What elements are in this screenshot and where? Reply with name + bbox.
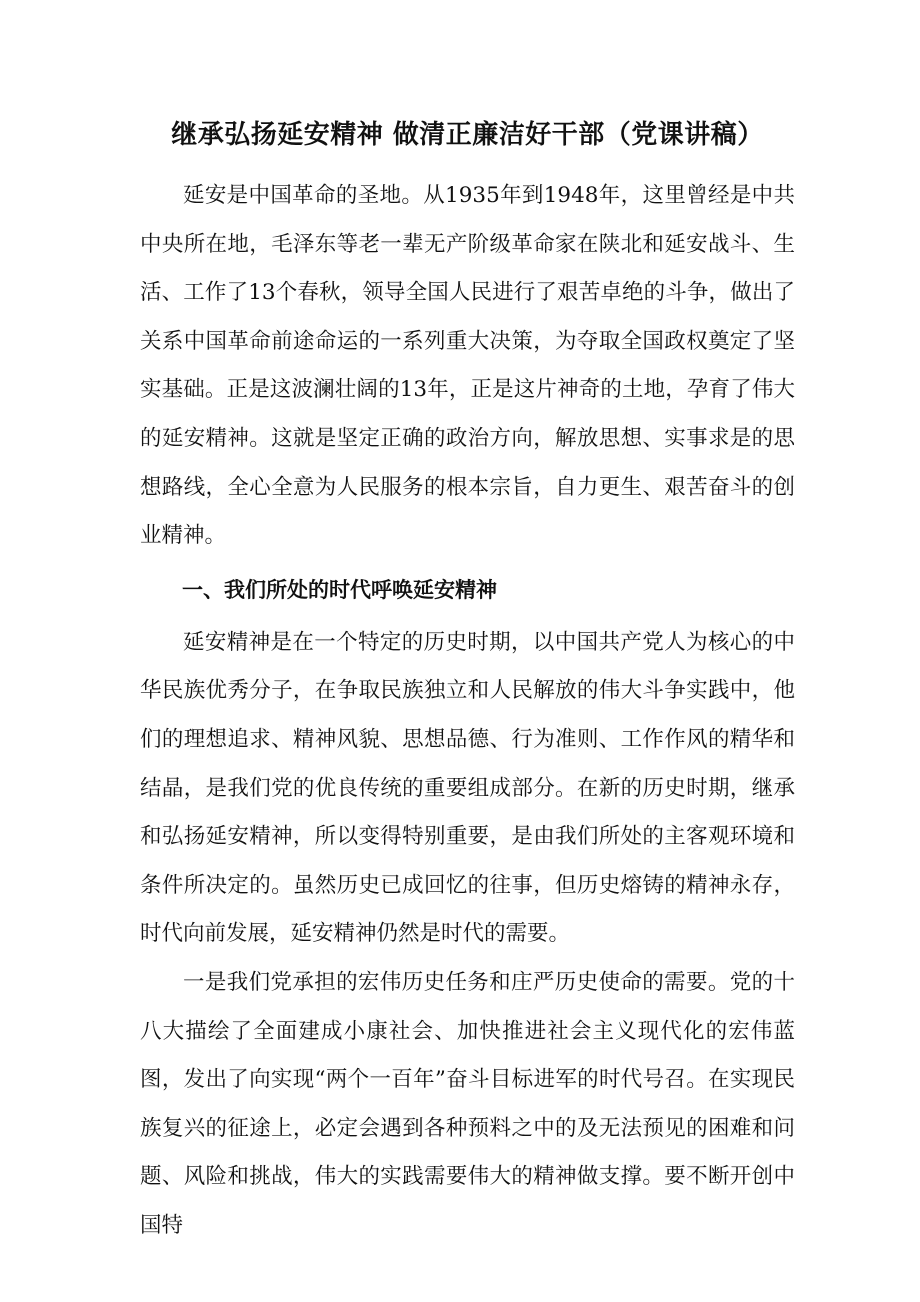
document-page — [140, 112, 795, 1250]
section-1-paragraph-1: 延安精神是在一个特定的历史时期，以中国共产党人为核心的中华民族优秀分子，在争取民族独立和人民解放的伟大斗争实践中，他们的理想追求、精神风貌、思想品德、行为准则、工作作风的精华和结晶，是我们党的优良传统的重要组成部分。在新的历史时期，继承和弘扬延安精神，所以变得特别重要，是由我们所处的主客观环境和条件所决定的。虽然历史已成回忆的往事，但历史熔铸的精神永存，时代向前发展，延安精神仍然是时代的需要。 — [140, 629, 795, 947]
section-heading-1: 一、我们所处的时代呼唤延安精神 — [182, 577, 497, 602]
section-1-paragraph-2: 一是我们党承担的宏伟历史任务和庄严历史使命的需要。党的十八大描绘了全面建成小康社会、加快推进社会主义现代化的宏伟蓝图，发出了向实现“两个一百年”奋斗目标进军的时代号召。在实现民族复兴的征途上，必定会遇到各种预料之中的及无法预见的困难和问题、风险和挑战，伟大的实践需要伟大的精神做支撑。要不断开创中国特 — [140, 969, 795, 1238]
document-title: 继承弘扬延安精神 做清正廉洁好干部（党课讲稿） — [171, 120, 764, 150]
intro-paragraph: 延安是中国革命的圣地。从1935年到1948年，这里曾经是中共中央所在地，毛泽东等老一辈无产阶级革命家在陕北和延安战斗、生活、工作了13个春秋，领导全国人民进行了艰苦卓绝的斗争，做出了关系中国革命前途命运的一系列重大决策，为夺取全国政权奠定了坚实基础。正是这波澜壮阔的13年，正是这片神奇的土地，孕育了伟大的延安精神。这就是坚定正确的政治方向，解放思想、实事求是的思想路线，全心全意为人民服务的根本宗旨，自力更生、艰苦奋斗的创业精神。 — [140, 183, 795, 549]
